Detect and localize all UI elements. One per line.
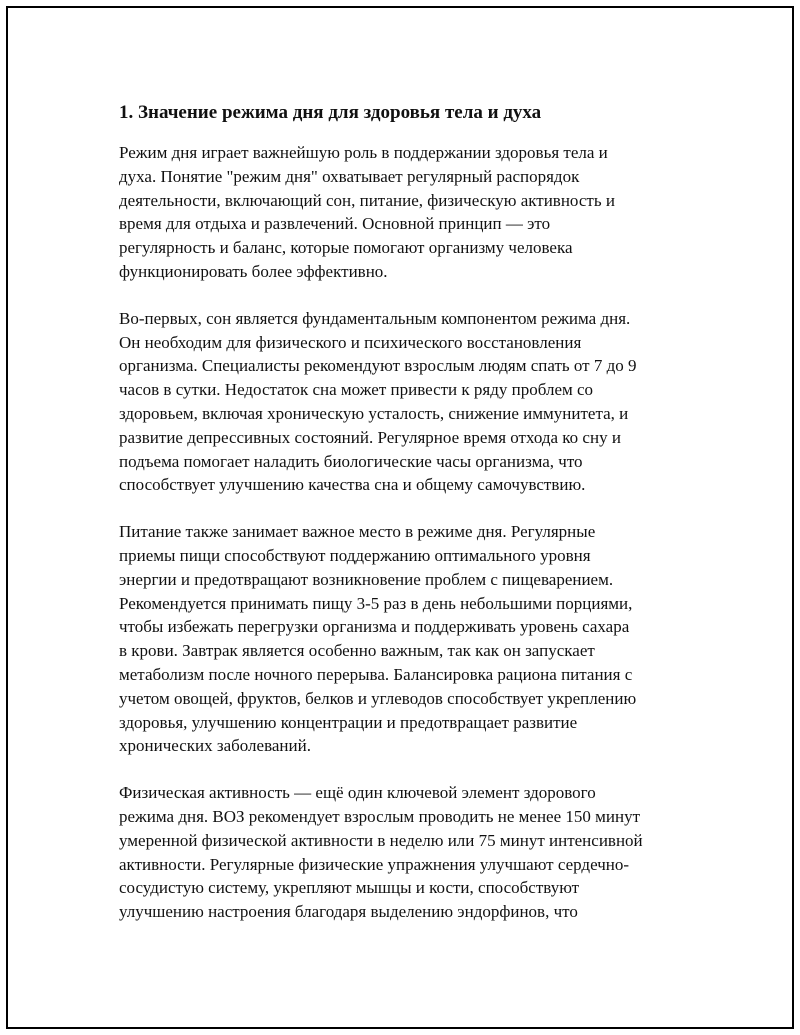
text-line: в крови. Завтрак является особенно важным, так как он запускает xyxy=(119,641,595,661)
section-heading: 1. Значение режима дня для здоровья тела и духа xyxy=(119,102,542,123)
text-line: Во-первых, сон является фундаментальным компонентом режима дня. xyxy=(119,308,631,328)
text-line: активности. Регулярные физические упражнения улучшают сердечно- xyxy=(119,854,630,874)
text-line: метаболизм после ночного перерыва. Балансировка рациона питания с xyxy=(119,664,633,684)
text-line: регулярность и баланс, которые помогают организму человека xyxy=(119,238,573,258)
text-line: сосудистую систему, укрепляют мышцы и кости, способствуют xyxy=(119,878,580,898)
text-line: способствует улучшению качества сна и общему самочувствию. xyxy=(119,475,586,495)
text-line: Питание также занимает важное место в режиме дня. Регулярные xyxy=(119,522,596,542)
text-line: Рекомендуется принимать пищу 3-5 раз в день небольшими порциями, xyxy=(119,593,633,613)
text-line: Режим дня играет важнейшую роль в поддержании здоровья тела и xyxy=(119,143,608,162)
paragraph-intro xyxy=(119,141,701,284)
text-line: умеренной физической активности в неделю или 75 минут интенсивной xyxy=(119,830,643,850)
text-line: функционировать более эффективно. xyxy=(119,261,388,281)
text-line: Физическая активность — ещё один ключевой элемент здорового xyxy=(119,783,596,803)
text-line: деятельности, включающий сон, питание, физическую активность и xyxy=(119,190,615,210)
text-line: хронических заболеваний. xyxy=(119,736,311,756)
text-line: режима дня. ВОЗ рекомендует взрослым проводить не менее 150 минут xyxy=(119,806,641,826)
paragraph-sleep xyxy=(119,307,701,497)
text-line: здоровьем, включая хроническую усталость, снижение иммунитета, и xyxy=(119,403,629,423)
text-line: учетом овощей, фруктов, белков и углеводов способствует укреплению xyxy=(119,688,637,708)
text-line: чтобы избежать перегрузки организма и поддерживать уровень сахара xyxy=(119,617,630,637)
text-line: приемы пищи способствуют поддержанию оптимального уровня xyxy=(119,545,591,565)
text-line: духа. Понятие "режим дня" охватывает регулярный распорядок xyxy=(119,166,580,186)
page-content xyxy=(119,96,701,947)
text-line: время для отдыха и развлечений. Основной принцип — это xyxy=(119,214,551,234)
paragraph-activity xyxy=(119,781,701,924)
text-line: подъема помогает наладить биологические часы организма, что xyxy=(119,451,583,471)
text-line: здоровья, улучшению концентрации и предотвращает развитие xyxy=(119,712,578,732)
paragraph-nutrition xyxy=(119,520,701,758)
text-line: улучшению настроения благодаря выделению эндорфинов, что xyxy=(119,902,578,922)
text-line: Он необходим для физического и психического восстановления xyxy=(119,332,582,352)
page-frame xyxy=(6,6,794,1029)
text-line: организма. Специалисты рекомендуют взрослым людям спать от 7 до 9 xyxy=(119,356,637,376)
text-line: развитие депрессивных состояний. Регулярное время отхода ко сну и xyxy=(119,427,621,447)
text-line: часов в сутки. Недостаток сна может привести к ряду проблем со xyxy=(119,380,594,400)
text-line: энергии и предотвращают возникновение проблем с пищеварением. xyxy=(119,569,614,589)
